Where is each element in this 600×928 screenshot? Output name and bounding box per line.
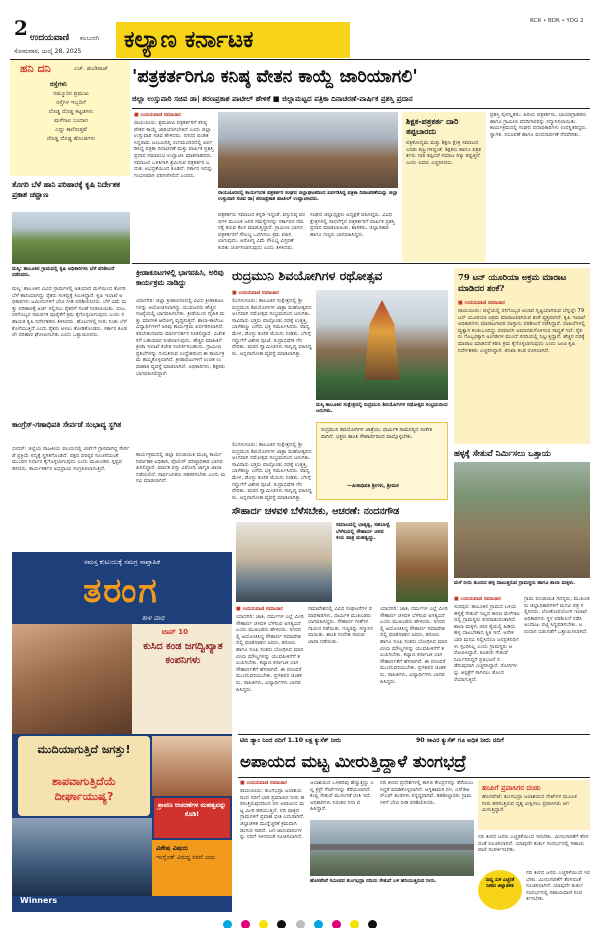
bridge-body-2: ಗ್ರಾಮ ಪಂಚಾಯಿತಿ ಸದಸ್ಯರು, ಮುಖಂಡರು ಜಿಲ್ಲಾಧಿಕಾರಿಗಳಿಗೆ ಮನವಿ ಪತ್ರ ಸಲ್ಲಿಸಿದರು. ಲೋಕೋಪಯೋಗಿ ಇಲಾಖೆ ಅಧಿಕಾರಿಗಳು ಸ್ಥಳ ಪರಿಶೀಲನೆ ನಡೆಸಿ ಅಂದಾಜು ಪಟ್ಟಿ ಸಿದ್ಧಪಡಿಸಬೇಕು. ಅನುದಾನ ಬಿಡುಗಡೆಗೆ ಒತ್ತಾಯಿಸಲಾಗಿದೆ. — [524, 596, 590, 635]
ratha-quote-author: —ಪೀಠಾಧಿಪತಿ ಶ್ರೀಗಳು, ಶ್ರೀಮಠ — [347, 483, 399, 489]
reg-mark-black — [277, 920, 286, 928]
honi-line: ನಮ್ಮೂರಿನ ಪ್ರಮುಖ — [53, 91, 89, 97]
tarang-crowd-photo — [12, 818, 152, 896]
souharda-pullquote: ಸಮಾಜದಲ್ಲಿ ಭಾತೃತ್ವ, ಸಹಬಾಳ್ವೆ ಬೆಳೆಸುವಲ್ಲಿ ಸೌಹಾರ್ದ ಚಳವಳಿಯ ಪಾತ್ರ ಮಹತ್ವದ್ದು. — [336, 522, 390, 542]
souharda-body-2: ಸಮಾವೇಶದಲ್ಲಿ ವಿವಿಧ ಸಂಘಟನೆಗಳ ಪದಾಧಿಕಾರಿಗಳು, ಧಾರ್ಮಿಕ ಮುಖಂಡರು ಭಾಗವಹಿಸಿದ್ದರು. ಸೌಹಾರ್ದ ಗೀತೆಗಳ ಗಾಯನ ನಡೆಯಿತು. ಗಣ್ಯರನ್ನು ಸನ್ಮಾನಿಸಲಾಯಿತು. ಶಾಂತಿ ಸಂದೇಶ ಸಾರುವ ಜಾಥಾ ನಡೆಯಿತು. — [308, 606, 374, 645]
honi-line: ದೊಡ್ಡ ದೊಡ್ಡ ಹೊಂಡಗಳು — [46, 136, 96, 142]
edition-label: ಕಲಬುರಗಿ — [80, 35, 100, 42]
lead-sidebar-head: ಶಿಕ್ಷಕ-ಪತ್ರಕರ್ತ ದಾರಿ ತಪ್ಪಬಾರದು — [406, 116, 459, 136]
tunga-top-rule — [238, 734, 590, 735]
tarang-footer — [152, 840, 232, 896]
tunga-photo-caption: ಹೊಸಪೇಟೆ ಸಮೀಪದ ತುಂಗಭದ್ರಾ ನದಿಯ ಸೇತುವೆ ಬಳಿ ಹರಿಯುತ್ತಿರುವ ನೀರು. — [310, 878, 437, 884]
congress-headline: ಕಾಂಗ್ರೆಸ್-ಗಣಾಧಿಪತಿ ಸೇರ್ಪಡೆ ಸಂಭಾವ್ಯ ಸ್ಥಗಿತ — [12, 420, 122, 429]
ratha-body: ಲಿಂಗಸುಗೂರು: ತಾಲೂಕಿನ ಸುಕ್ಷೇತ್ರದಲ್ಲಿ ಶ್ರೀ ರುದ್ರಮುನಿ ಶಿವಯೋಗಿಗಳ ಜಾತ್ರಾ ಮಹೋತ್ಸವದ ಅಂಗವಾಗಿ ರಥೋತ್ಸವ ಸಂಭ್ರಮದಿಂದ ಜರುಗಿತು. ಸಾವಿರಾರು ಭಕ್ತರು ಪಾಲ್ಗೊಂಡು ರಥಕ್ಕೆ ಉತ್ತತ್ತಿ, ಬಾಳೆಹಣ್ಣು ಎಸೆದು ಭಕ್ತಿ ಸಮರ್ಪಿಸಿದರು. ವಾದ್ಯಮೇಳ, ಡೊಳ್ಳು ಕುಣಿತ ಮೆರುಗು ನೀಡಿತು. ಬೆಳಗ್ಗೆ ಗದ್ದುಗೆಗೆ ವಿಶೇಷ ಪೂಜೆ, ರುದ್ರಾಭಿಷೇಕ ನೆರವೇರಿತು. ಮಠದ ಸ್ವಾಮೀಜಿಗಳು ಸಾನ್ನಿಧ್ಯ ವಹಿಸಿದ್ದರು. ಅನ್ನದಾಸೋಹ ವ್ಯವಸ್ಥೆ ಮಾಡಲಾಗಿತ್ತು. — [232, 298, 312, 357]
souharda-body-3: ಯಾದಗಿರಿ: ಜಾತಿ, ಧರ್ಮಗಳ ಎಲ್ಲೆ ಮೀರಿ ಸೌಹಾರ್ದ ಚಳವಳಿ ಬೆಳೆಸುವ ಅಗತ್ಯವಿದೆ ಎಂದು ಮುಖಂಡರು ಹೇಳಿದರು. ನಗರದಲ್ಲಿ ಆಯೋಜಿಸಿದ್ದ ಸೌಹಾರ್ದ ಸಮಾವೇಶದಲ್ಲಿ ಮಾತನಾಡಿದ ಅವರು, ಶರಣರು ಹಾಗೂ ಸೂಫಿ ಸಂತರು ಬೋಧಿಸಿದ ಮಾನವೀಯ ಮೌಲ್ಯಗಳನ್ನು ಯುವಪೀಳಿಗೆಗೆ ತಲುಪಿಸಬೇಕು. ಕಲ್ಯಾಣ ಕರ್ನಾಟಕ ಭಾಗ ಸೌಹಾರ್ದತೆಗೆ ಹೆಸರಾಗಿದೆ. ಈ ಪರಂಪರೆ ಮುಂದುವರಿಯಬೇಕು. ಪ್ರಗತಿಪರ ಚಿಂತಕರು, ಸಾಹಿತಿಗಳು, ವಿದ್ಯಾರ್ಥಿಗಳು ಭಾಗವಹಿಸಿದ್ದರು. — [380, 606, 448, 685]
ratha-headline: ರುದ್ರಮುನಿ ಶಿವಯೋಗಿಗಳ ರಥೋತ್ಸವ — [232, 268, 383, 283]
bridge-byline: ■ ಉದಯವಾಣಿ ಸಮಾಚಾರ — [454, 596, 501, 602]
tarang-banner-1: ಮುದಿಯಾಗುತ್ತಿದೆ ಜಗತ್ತು! — [37, 743, 131, 756]
tarang-list-title: ಕುಸಿದ ಕಂಡ ಜಗದ್ವಿಖ್ಯಾತ ಕಂಪನಿಗಳು — [143, 641, 223, 666]
honi-dani-box — [10, 60, 130, 176]
tunga-body-4: ನದಿ ತೀರದ ಜನರು ಎಚ್ಚರಿಕೆಯಿಂದ ಇರಬೇಕು. ಮೀನುಗಾರಿಕೆಗೆ ತೆರಳದಂತೆ ಸೂಚಿಸಲಾಗಿದೆ. ಯಾವುದೇ ತುರ್ತು ಸಂದರ್ಭದಲ್ಲಿ ಸಹಾಯವಾಣಿ ಸಂಪರ್ಕಿಸಬೇಕು. — [478, 834, 589, 854]
tunga-yellow-tag — [478, 870, 522, 910]
print-registration-marks — [0, 914, 600, 926]
tunga-headline: ಅಪಾಯದ ಮಟ್ಟ ಮೀರುತ್ತಿದ್ದಾಳೆ ತುಂಗಭದ್ರೆ — [240, 752, 467, 771]
sports-body-2: ಕಾರ್ಯಕ್ರಮದಲ್ಲಿ ಜಿಲ್ಲಾ ಪಂಚಾಯಿತಿ ಮುಖ್ಯ ಕಾರ್ಯನಿರ್ವಾಹಕ ಅಧಿಕಾರಿ, ಪೊಲೀಸ್ ವರಿಷ್ಠಾಧಿಕಾರಿ ಭಾಗವಹಿಸಲಿದ್ದಾರೆ. ಮಾದಕ ವಸ್ತು ವಿರೋಧಿ ಜಾಗೃತಿ ಜಾಥಾ ನಡೆಯಲಿದೆ. ಸಾರ್ವಜನಿಕರು ಸಹಕರಿಸಬೇಕು ಎಂದು ಮನವಿ ಮಾಡಲಾಗಿದೆ. — [136, 452, 226, 546]
souharda-byline: ■ ಉದಯವಾಣಿ ಸಮಾಚಾರ — [236, 606, 283, 612]
urea-box — [454, 268, 590, 444]
page-header — [0, 0, 600, 60]
honi-logo: ಹನಿ ದನಿ — [20, 62, 51, 75]
ratha-chariot-shape — [360, 300, 404, 380]
souharda-headline: ಸೌಹಾರ್ದ ಚಳವಳಿ ಬೆಳೆಸಬೇಕು, ಆಚರಣೆ: ನಂದನಗೌಡ — [232, 506, 400, 517]
tunga-body-2: ಜಲಾಶಯದ ಒಳಹರಿವು ಹೆಚ್ಚುತ್ತಿದ್ದು ಎಲ್ಲ ಕ್ರಸ್ಟ್ ಗೇಟ್‌ಗಳನ್ನು ತೆರೆಯಲಾಗಿದೆ. ಕಂಪ್ಲಿ ಸೇತುವೆ ಮುಳುಗಡೆ ಭೀತಿ ಇದೆ. ಅಧಿಕಾರಿಗಳು ನಿರಂತರ ನಿಗಾ ವಹಿಸಿದ್ದಾರೆ. — [310, 780, 374, 813]
ratha-photo — [316, 290, 448, 400]
tunga-kicker-2: 90 ಸಾವಿರ ಕ್ಯುಸೆಕ್ ಗೂ ಅಧಿಕ ನೀರು ನದಿಗೆ — [416, 737, 504, 744]
tunga-body-5: ನದಿ ತೀರದ ಜನರು ಎಚ್ಚರಿಕೆಯಿಂದ ಇರಬೇಕು. ಮೀನುಗಾರಿಕೆಗೆ ತೆರಳದಂತೆ ಸೂಚಿಸಲಾಗಿದೆ. ಯಾವುದೇ ತುರ್ತು ಸಂದರ್ಭದಲ್ಲಿ ಸಹಾಯವಾಣಿ ಸಂಪರ್ಕಿಸಬೇಕು. — [526, 870, 590, 903]
tarang-badge: ಟಾಪ್ 10 — [162, 628, 188, 636]
honi-poem-title: ರಸ್ತೆಗಳು — [50, 80, 67, 88]
section-title: ಕಲ್ಯಾಣ ಕರ್ನಾಟಕ — [124, 27, 254, 53]
tunga-photo — [310, 820, 474, 876]
honi-poem — [18, 90, 124, 144]
lead-subhead-rule — [132, 108, 590, 109]
tunga-box-head: ಹಂಪಿಗೆ ಪ್ರವಾಸಿಗರ ದಂಡು — [482, 783, 541, 792]
lead-byline: ■ ಉದಯವಾಣಿ ಸಮಾಚಾರ — [134, 112, 181, 118]
reg-mark-magenta — [241, 920, 250, 928]
lead-headline: 'ಪತ್ರಕರ್ತರಿಗೂ ಕನಿಷ್ಠ ವೇತನ ಕಾಯ್ದೆ ಜಾರಿಯಾಗಲಿ' — [132, 67, 418, 87]
tunga-yellow-tag-text: ಸಾಧ್ಯ ಸುಳಿ ಎಚ್ಚರಿಕೆ ನೀಡಿದ ಜಿಲ್ಲಾಡಳಿತ — [485, 878, 515, 889]
tarang-ad — [12, 552, 232, 912]
reg-mark-gray — [296, 920, 305, 928]
ratha-quote: ರುದ್ರಮುನಿ ಶಿವಯೋಗಿಗಳ ಜಾತ್ರೆಯು ಧಾರ್ಮಿಕ ಸಾಮರಸ್ಯದ ಸಂಕೇತವಾಗಿದೆ. ಭಕ್ತರು ಶಾಂತಿ ಸೌಹಾರ್ದದಿಂದ ಪಾಲ್ಗೊಳ್ಳಬೇಕು. — [321, 427, 433, 440]
tunga-box-body: ಹೊಸಪೇಟೆ: ತುಂಗಭದ್ರಾ ಜಲಾಶಯದ ಗೇಟ್‌ಗಳ ಮೂಲಕ ನೀರು ಹರಿಸುತ್ತಿರುವ ದೃಶ್ಯ ವೀಕ್ಷಿಸಲು ಪ್ರವಾಸಿಗರು ಆಗಮಿಸುತ್ತಿದ್ದಾರೆ. — [482, 794, 577, 814]
tarang-elder-photo — [12, 624, 132, 734]
ratha-body-2: ಲಿಂಗಸುಗೂರು: ತಾಲೂಕಿನ ಸುಕ್ಷೇತ್ರದಲ್ಲಿ ಶ್ರೀ ರುದ್ರಮುನಿ ಶಿವಯೋಗಿಗಳ ಜಾತ್ರಾ ಮಹೋತ್ಸವದ ಅಂಗವಾಗಿ ರಥೋತ್ಸವ ಸಂಭ್ರಮದಿಂದ ಜರುಗಿತು. ಸಾವಿರಾರು ಭಕ್ತರು ಪಾಲ್ಗೊಂಡು ರಥಕ್ಕೆ ಉತ್ತತ್ತಿ, ಬಾಳೆಹಣ್ಣು ಎಸೆದು ಭಕ್ತಿ ಸಮರ್ಪಿಸಿದರು. ವಾದ್ಯಮೇಳ, ಡೊಳ್ಳು ಕುಣಿತ ಮೆರುಗು ನೀಡಿತು. ಬೆಳಗ್ಗೆ ಗದ್ದುಗೆಗೆ ವಿಶೇಷ ಪೂಜೆ, ರುದ್ರಾಭಿಷೇಕ ನೆರವೇರಿತು. ಮಠದ ಸ್ವಾಮೀಜಿಗಳು ಸಾನ್ನಿಧ್ಯ ವಹಿಸಿದ್ದರು. ಅನ್ನದಾಸೋಹ ವ್ಯವಸ್ಥೆ ಮಾಡಲಾಗಿತ್ತು. — [232, 442, 312, 501]
bridge-photo — [454, 462, 590, 578]
honi-line: ದೊಡ್ಡ ದೊಡ್ಡ ಕಟ್ಟಡಗಳು — [48, 109, 94, 115]
farmer-photo — [12, 212, 130, 264]
ratha-quote-box — [316, 422, 448, 500]
tunga-body-3: ನದಿ ತೀರದ ಪ್ರದೇಶಗಳಲ್ಲಿ ಕಾಳಜಿ ಕೇಂದ್ರಗಳನ್ನು ತೆರೆಯಲು ಸಿದ್ಧತೆ ಮಾಡಿಕೊಳ್ಳಲಾಗಿದೆ. ಅಗ್ನಿಶಾಮಕ ದಳ, ಎಸ್‌ಡಿಆರ್‌ಎಫ್ ತಂಡಗಳು ಸನ್ನದ್ಧವಾಗಿವೆ. ತಹಶೀಲ್ದಾರರು ಗ್ರಾಮಗಳಿಗೆ ಭೇಟಿ ನೀಡಿ ಪರಿಶೀಲಿಸಿದರು. — [380, 780, 474, 806]
sports-body: ಯಾದಗಿರಿ: ಜಿಲ್ಲಾ ಕ್ರೀಡಾಂಗಣದಲ್ಲಿ ವಿವಿಧ ಕ್ರೀಡಾಕೂಟಗಳನ್ನು ಆಯೋಜಿಸಲಾಗಿದ್ದು ಯುವಜನರು ಹೆಚ್ಚಿನ ಸಂಖ್ಯೆಯಲ್ಲಿ ಭಾಗವಹಿಸಬೇಕು. ಕ್ರೀಡೆಯಿಂದ ದೈಹಿಕ ಮತ್ತು ಮಾನಸಿಕ ಆರೋಗ್ಯ ವೃದ್ಧಿಸುತ್ತದೆ. ಶಾಲಾ-ಕಾಲೇಜು ವಿದ್ಯಾರ್ಥಿಗಳಿಗೆ ಅರಿವು ಕಾರ್ಯಕ್ರಮ ಏರ್ಪಡಿಸಲಾಗಿದೆ. ತರಬೇತುದಾರರು ಮಾರ್ಗದರ್ಶನ ನೀಡಲಿದ್ದಾರೆ. ವಿಜೇತರಿಗೆ ಬಹುಮಾನ ನೀಡಲಾಗುವುದು. ಹೆಚ್ಚಿನ ಮಾಹಿತಿಗೆ ಕ್ರೀಡಾ ಇಲಾಖೆ ಕಚೇರಿ ಸಂಪರ್ಕಿಸಬಹುದು. ಗ್ರಾಮೀಣ ಪ್ರತಿಭೆಗಳನ್ನು ಗುರುತಿಸುವ ಉದ್ದೇಶದಿಂದ ಈ ಕಾರ್ಯಕ್ರಮ ಹಮ್ಮಿಕೊಳ್ಳಲಾಗಿದೆ. ಕ್ರೀಡಾಪಟುಗಳಿಗೆ ಉಚಿತ ಉಪಾಹಾರ ವ್ಯವಸ್ಥೆ ಮಾಡಲಾಗಿದೆ. ಅಧಿಕಾರಿಗಳು, ಶಿಕ್ಷಕರು ಭಾಗವಹಿಸಲಿದ್ದಾರೆ. — [136, 298, 226, 377]
tarang-tagline: ಸಮಸ್ತ ಕುಟುಂಬಕ್ಕೆ ಸಮಗ್ರ ಸಾಪ್ತಾಹಿಕ — [84, 558, 160, 566]
souharda-body: ಯಾದಗಿರಿ: ಜಾತಿ, ಧರ್ಮಗಳ ಎಲ್ಲೆ ಮೀರಿ ಸೌಹಾರ್ದ ಚಳವಳಿ ಬೆಳೆಸುವ ಅಗತ್ಯವಿದೆ ಎಂದು ಮುಖಂಡರು ಹೇಳಿದರು. ನಗರದಲ್ಲಿ ಆಯೋಜಿಸಿದ್ದ ಸೌಹಾರ್ದ ಸಮಾವೇಶದಲ್ಲಿ ಮಾತನಾಡಿದ ಅವರು, ಶರಣರು ಹಾಗೂ ಸೂಫಿ ಸಂತರು ಬೋಧಿಸಿದ ಮಾನವೀಯ ಮೌಲ್ಯಗಳನ್ನು ಯುವಪೀಳಿಗೆಗೆ ತಲುಪಿಸಬೇಕು. ಕಲ್ಯಾಣ ಕರ್ನಾಟಕ ಭಾಗ ಸೌಹಾರ್ದತೆಗೆ ಹೆಸರಾಗಿದೆ. ಈ ಪರಂಪರೆ ಮುಂದುವರಿಯಬೇಕು. ಪ್ರಗತಿಪರ ಚಿಂತಕರು, ಸಾಹಿತಿಗಳು, ವಿದ್ಯಾರ್ಥಿಗಳು ಭಾಗವಹಿಸಿದ್ದರು. — [236, 614, 304, 693]
tarang-footer-title: ವಿಶೇಷ ವಿಷಯ — [156, 844, 189, 852]
page-number: 2 — [14, 16, 28, 40]
tarang-top-list — [132, 624, 232, 734]
reg-mark-yellow — [259, 920, 268, 928]
tarang-banner — [18, 736, 150, 816]
ratha-byline: ■ ಉದಯವಾಣಿ ಸಮಾಚಾರ — [232, 290, 279, 296]
reg-mark-cyan — [314, 920, 323, 928]
honi-line: ಎದ್ದು ಕಾಣಿಸುತ್ತವೆ — [55, 127, 87, 133]
souharda-photo — [236, 522, 332, 602]
reg-mark-black — [368, 920, 377, 928]
bridge-headline: ಹಳ್ಳಕ್ಕೆ ಸೇತುವೆ ನಿರ್ಮಿಸಲು ಒತ್ತಾಯ — [454, 448, 551, 458]
urea-byline: ■ ಉದಯವಾಣಿ ಸಮಾಚಾರ — [458, 300, 505, 306]
lead-sidebar — [402, 112, 486, 262]
bridge-photo-caption: ಮಳೆ ನೀರು ತುಂಬಿದ ಹಳ್ಳ ದಾಟುತ್ತಿರುವ ಗ್ರಾಮಸ್ಥರು ಹಾಗೂ ಶಾಲಾ ಮಕ್ಕಳು. — [454, 580, 576, 586]
tarang-woman-photo — [152, 736, 232, 796]
tarang-banner-2: ಶಾಪವಾಗುತ್ತಿದೆಯೆ ದೀರ್ಘಾಯುಷ್ಯ? — [52, 775, 116, 803]
farmer-photo-caption: ಮಸ್ಕಿ: ತಾಲೂಕಿನ ಗ್ರಾಮದಲ್ಲಿ ಕೃಷಿ ಅಧಿಕಾರಿಗಳು ಬೆಳೆ ಪರಿಶೀಲನೆ ನಡೆಸಿದರು. — [12, 266, 115, 278]
tunga-head-rule — [238, 777, 590, 778]
honi-line: ಮಳೆಗಾಲ ಬಂದಾಗ — [54, 118, 88, 124]
reg-mark-yellow — [350, 920, 359, 928]
reg-mark-cyan — [223, 920, 232, 928]
print-code: RCR • BDR • YDG 2 — [530, 18, 584, 24]
bridge-body: ಸುರಪುರ: ತಾಲೂಕಿನ ಗ್ರಾಮದ ಬಳಿಯ ಹಳ್ಳಕ್ಕೆ ಸೇತುವೆ ಇಲ್ಲದ ಕಾರಣ ಮಳೆಗಾಲದಲ್ಲಿ ಗ್ರಾಮಸ್ಥರು ಪರದಾಡುವಂತಾಗಿದೆ. ಶಾಲಾ ಮಕ್ಕಳು ಜೀವ ಕೈಯಲ್ಲಿ ಹಿಡಿದು ಹಳ್ಳ ದಾಟಬೇಕಾದ ಸ್ಥಿತಿ ಇದೆ. ಅನೇಕ ಬಾರಿ ಮನವಿ ಸಲ್ಲಿಸಿದರೂ ಜನಪ್ರತಿನಿಧಿಗಳು ಸ್ಪಂದಿಸಿಲ್ಲ ಎಂದು ಗ್ರಾಮಸ್ಥರು ಆರೋಪಿಸಿದ್ದಾರೆ. ಕೂಡಲೇ ಸೇತುವೆ ನಿರ್ಮಿಸದಿದ್ದರೆ ಪ್ರತಿಭಟನೆ ನಡೆಸುವುದಾಗಿ ಎಚ್ಚರಿಸಿದ್ದಾರೆ. ರೋಗಿಗಳನ್ನು ಆಸ್ಪತ್ರೆಗೆ ಸಾಗಿಸಲು ತೊಂದರೆಯಾಗುತ್ತಿದೆ. — [454, 604, 520, 683]
tarang-logo: ತರಂಗ — [83, 571, 159, 611]
congress-body: ಬೀದರ್: ಜಿಲ್ಲೆಯ ರಾಜಕೀಯ ವಲಯದಲ್ಲಿ ಚರ್ಚೆಗೆ ಗ್ರಾಸವಾಗಿದ್ದ ಸೇರ್ಪಡೆ ಪ್ರಕ್ರಿಯೆ ಸದ್ಯಕ್ಕೆ ಸ್ಥಗಿತಗೊಂಡಿದೆ. ಪಕ್ಷದ ವರಿಷ್ಠರ ಸೂಚನೆಯಂತೆ ಮುಂದಿನ ನಿರ್ಧಾರ ಕೈಗೊಳ್ಳಲಾಗುವುದು ಎಂದು ಮುಖಂಡರು ಸ್ಪಷ್ಟಪಡಿಸಿದರು. ಕಾರ್ಯಕರ್ತರ ಅಭಿಪ್ರಾಯ ಸಂಗ್ರಹಿಸಲಾಗುತ್ತಿದೆ. — [12, 446, 130, 472]
lead-photo-caption: ರಾಯಚೂರಿನಲ್ಲಿ ಕಾರ್ಯನಿರತ ಪತ್ರಕರ್ತರ ಸಂಘದ ಜಿಲ್ಲಾಘಟಕದಿಂದ ಏರ್ಪಡಿಸಿದ್ದ ಪತ್ರಿಕಾ ದಿನಾಚರಣೆಯನ್ನು ಜಿಲ್ಲಾ ಉಸ್ತುವಾರಿ ಸಚಿವ ಡಾ| ಶರಣಪ್ರಕಾಶ ಪಾಟೀಲ್ ಉದ್ಘಾಟಿಸಿದರು. — [218, 190, 398, 202]
farmer-headline: ತೊಗರಿ ಬೆಳೆ ಹಾನಿ ಪರಿಹಾರಕ್ಕೆ ಕೃಷಿ ನಿರ್ದೇಶಕ ಪ್ರಕಾಶ ಚವ್ಹಾಣ — [12, 180, 120, 199]
lead-subhead: ಜಿಲ್ಲಾ ಉಸ್ತುವಾರಿ ಸಚಿವ ಡಾ| ಶರಣಪ್ರಕಾಶ ಪಾಟೀಲ್ ಹೇಳಿಕೆ ■ ಜಿಲ್ಲಾಮಟ್ಟದ ಪತ್ರಿಕಾ ದಿನಾಚರಣೆ-ವಾರ್ಷಿಕ ಪ್ರಶಸ್ತಿ ಪ್ರದಾನ — [132, 94, 413, 103]
tarang-red-box — [154, 798, 230, 838]
tarang-red-box-text: ಶ್ರಾವಣ ಆಚರಣೆಗಳ ಮಹತ್ವವನ್ನು ಕೊಡಿ! — [157, 801, 227, 818]
tarang-footer-text: ಇಂಗ್ಲೆಂಡ್ ವಿರುದ್ಧ ಸರಣಿ ಜಯ — [156, 854, 216, 861]
honi-line: ರಸ್ತೆಗಳ ಇಬ್ಬದಿಗೆ — [56, 100, 86, 106]
tarang-winners: Winners — [20, 896, 58, 905]
lead-bottom-rule — [132, 263, 590, 264]
reg-mark-magenta — [332, 920, 341, 928]
masthead: ಉದಯವಾಣಿ — [30, 33, 70, 43]
lead-sidebar-text: ಪತ್ರಿಕೋದ್ಯಮ ಮತ್ತು ಶಿಕ್ಷಣ ಕ್ಷೇತ್ರ ಸಮಾಜದ ಎರಡು ಕಣ್ಣುಗಳಿದ್ದಂತೆ. ಶಿಕ್ಷಕರು ಹಾಗೂ ಪತ್ರಕರ್ತರು ದಾರಿ ತಪ್ಪಿದರೆ ಸಮಾಜ ದಿಕ್ಕು ತಪ್ಪುತ್ತದೆ ಎಂದು ಅವರು ಎಚ್ಚರಿಸಿದರು. — [406, 140, 481, 166]
lead-column-5: ಪ್ರಶಸ್ತಿ ಪುರಸ್ಕೃತರು: ಹಿರಿಯ ಪತ್ರಕರ್ತರು, ಛಾಯಾಗ್ರಾಹಕರು ಹಾಗೂ ಗ್ರಾಮೀಣ ವರದಿಗಾರರನ್ನು ಸನ್ಮಾನಿಸಲಾಯಿತು. ಕಾರ್ಯಕ್ರಮದಲ್ಲಿ ಸಂಘದ ಪದಾಧಿಕಾರಿಗಳು ಉಪಸ್ಥಿತರಿದ್ದರು. ಸ್ವಾಗತ, ನಿರೂಪಣೆ ಹಾಗೂ ವಂದನಾರ್ಪಣೆ ನೆರವೇರಿತು. — [490, 112, 588, 138]
tunga-bridge-shape — [310, 844, 474, 850]
tarang-sub: ಕಾಳ ವಾರ — [142, 614, 165, 622]
tunga-byline: ■ ಉದಯವಾಣಿ ಸಮಾಚಾರ — [240, 780, 287, 786]
honi-author: ಎಚ್. ಡುಂಡಿರಾಜ್ — [74, 66, 109, 72]
lead-column-2: ಪತ್ರಕರ್ತರು ಸಮಾಜದ ಕನ್ನಡಿ ಇದ್ದಂತೆ. ವಸ್ತುನಿಷ್ಠ ವರದಿಗಳ ಮೂಲಕ ಜನರ ಸಮಸ್ಯೆಗಳನ್ನು ಸರ್ಕಾರದ ಗಮನಕ್ಕೆ ತರುವ ಕೆಲಸ ಮಾಡುತ್ತಿದ್ದಾರೆ. ಗ್ರಾಮೀಣ ಭಾಗದ ಪತ್ರಕರ್ತರಿಗೆ ಸೌಲಭ್ಯ ಒದಗಿಸಲು ಕ್ರಮ ವಹಿಸಲಾಗುವುದು. ಆರೋಗ್ಯ ವಿಮೆ ಸೌಲಭ್ಯ ವಿಸ್ತರಣೆ ಕುರಿತು ಚರ್ಚಿಸಲಾಗುವುದು ಎಂದು ತಿಳಿಸಿದರು. — [218, 212, 306, 251]
souharda-photo-2 — [396, 522, 448, 602]
lead-photo — [218, 112, 398, 188]
ratha-photo-caption: ಮಸ್ಕಿ ತಾಲೂಕಿನ ಸುಕ್ಷೇತ್ರದಲ್ಲಿ ರುದ್ರಮುನಿ ಶಿವಯೋಗಿಗಳ ರಥೋತ್ಸವ ಸಂಭ್ರಮದಿಂದ ಜರುಗಿತು. — [316, 402, 448, 414]
sports-headline: ಕ್ರೀಡಾಕೂಟಗಳಲ್ಲಿ ಭಾಗವಹಿಸಿ, ಅರಿವು ಕಾರ್ಯಕ್ರಮ ನಾಡಿದ್ದು — [136, 268, 224, 287]
lead-column-1: ರಾಯಚೂರು: ಶ್ರಮಜೀವಿ ಪತ್ರಕರ್ತರಿಗೆ ಕನಿಷ್ಠ ವೇತನ ಕಾಯ್ದೆ ಜಾರಿಯಾಗಬೇಕಿದೆ ಎಂದು ಜಿಲ್ಲಾ ಉಸ್ತುವಾರಿ ಸಚಿವ ಹೇಳಿದರು. ನಗರದ ಪಂಡಿತ ಸಿದ್ದರಾಮ ಜಂಬಲದಿನ್ನಿ ರಂಗಮಂದಿರದಲ್ಲಿ ಏರ್ಪಡಿಸಿದ್ದ ಪತ್ರಿಕಾ ದಿನಾಚರಣೆ ಮತ್ತು ವಾರ್ಷಿಕ ಪ್ರಶಸ್ತಿ ಪ್ರದಾನ ಸಮಾರಂಭ ಉದ್ಘಾಟಿಸಿ ಮಾತನಾಡಿದರು. ಸಮಾಜದ ಒಳಿತಿಗಾಗಿ ಶ್ರಮಿಸುವ ಪತ್ರಕರ್ತರ ಬದುಕು ಅಭದ್ರತೆಯಿಂದ ಕೂಡಿದೆ. ಸರ್ಕಾರ ಇದನ್ನು ಗಂಭೀರವಾಗಿ ಪರಿಗಣಿಸಲಿದೆ ಎಂದರು. — [134, 120, 214, 179]
tunga-body: ರಾಯಚೂರು: ತುಂಗಭದ್ರಾ ಜಲಾಶಯದಿಂದ ನದಿಗೆ ಭಾರಿ ಪ್ರಮಾಣದ ನೀರು ಹರಿಸುತ್ತಿರುವುದರಿಂದ ನದಿ ಅಪಾಯದ ಮಟ್ಟ ಮೀರಿ ಹರಿಯುತ್ತಿದೆ. ನದಿ ಪಾತ್ರದ ಗ್ರಾಮಗಳಿಗೆ ಪ್ರವಾಹ ಭೀತಿ ಎದುರಾಗಿದೆ. ಜಿಲ್ಲಾಡಳಿತ ಮುನ್ನೆಚ್ಚರಿಕೆ ಕ್ರಮವಾಗಿ ಡಂಗುರ ಸಾರಿದೆ. ಜನ-ಜಾನುವಾರುಗಳನ್ನು ನದಿಗೆ ಇಳಿಸದಂತೆ ಸೂಚಿಸಲಾಗಿದೆ. — [240, 788, 305, 841]
tunga-box — [478, 780, 590, 830]
urea-headline: 79 ಟನ್ ಯೂರಿಯಾ ಅಕ್ರಮ ಮಾರಾಟ ಮಾಡಿದರ ಶಂಕೆ? — [458, 272, 567, 293]
farmer-body: ಮಸ್ಕಿ: ತಾಲೂಕಿನ ವಿವಿಧ ಗ್ರಾಮಗಳಲ್ಲಿ ಅತಿಯಾದ ಮಳೆಯಿಂದ ತೊಗರಿ ಬೆಳೆ ಹಾನಿಯಾಗಿದ್ದು ರೈತರು ಸಂಕಷ್ಟಕ್ಕೆ ಸಿಲುಕಿದ್ದಾರೆ. ಕೃಷಿ ಇಲಾಖೆ ಅಧಿಕಾರಿಗಳು ಜಮೀನುಗಳಿಗೆ ಭೇಟಿ ನೀಡಿ ಪರಿಶೀಲಿಸಿದರು. ಬೆಳೆ ವಿಮೆ ಮತ್ತು ಪರಿಹಾರಕ್ಕೆ ಅರ್ಜಿ ಸಲ್ಲಿಸಲು ರೈತರಿಗೆ ಸಲಹೆ ನೀಡಲಾಯಿತು. ಬೀಜ, ರಸಗೊಬ್ಬರ ಸಮರ್ಪಕ ಪೂರೈಕೆಗೆ ಕ್ರಮ ಕೈಗೊಳ್ಳಲಾಗುವುದು ಎಂದು ಸಹಾಯಕ ಕೃಷಿ ನಿರ್ದೇಶಕರು ತಿಳಿಸಿದರು. ಹೊಲಗಳಲ್ಲಿ ನೀರು ನಿಂತು ಬೆಳೆ ಕೊಳೆಯುತ್ತಿದೆ ಎಂದು ರೈತರು ಅಳಲು ತೋಡಿಕೊಂಡರು. ಸರ್ಕಾರ ಕೂಡಲೇ ಪರಿಹಾರ ಘೋಷಿಸಬೇಕು ಎಂದು ಒತ್ತಾಯಿಸಿದರು. — [12, 286, 127, 339]
urea-body: ರಾಯಚೂರು: ಜಿಲ್ಲೆಯಲ್ಲಿ ರಸಗೊಬ್ಬರ ಅಭಾವ ಸೃಷ್ಟಿಯಾಗಿರುವ ಬೆನ್ನಲ್ಲೇ 79 ಟನ್ ಯೂರಿಯಾ ಅಕ್ರಮ ಮಾರಾಟವಾಗಿರುವ ಶಂಕೆ ವ್ಯಕ್ತವಾಗಿದೆ. ಕೃಷಿ ಇಲಾಖೆ ಅಧಿಕಾರಿಗಳು ಮಾರಾಟಗಾರರ ದಾಸ್ತಾನು ಪರಿಶೀಲನೆ ನಡೆಸಿದ್ದಾರೆ. ದಾಖಲೆಗಳಲ್ಲಿ ವ್ಯತ್ಯಾಸ ಕಂಡುಬಂದಿದ್ದು ಪರವಾನಗಿ ಅಮಾನತುಗೊಳಿಸುವ ಸಾಧ್ಯತೆ ಇದೆ. ರೈತರು ಗೊಬ್ಬರಕ್ಕಾಗಿ ಅಂಗಡಿಗಳ ಮುಂದೆ ಸರದಿಯಲ್ಲಿ ನಿಲ್ಲುತ್ತಿದ್ದಾರೆ. ಹೆಚ್ಚಿನ ದರಕ್ಕೆ ಮಾರಾಟ ಮಾಡಿದರೆ ಕಠಿಣ ಕ್ರಮ ಕೈಗೊಳ್ಳಲಾಗುವುದು ಎಂದು ಜಂಟಿ ಕೃಷಿ ನಿರ್ದೇಶಕರು ಎಚ್ಚರಿಸಿದ್ದಾರೆ. ತನಿಖಾ ತಂಡ ರಚಿಸಲಾಗಿದೆ. — [458, 308, 586, 354]
tunga-kicker-1: ಟಿಬಿ ಡ್ಯಾಂ ನಿಂದ ನದಿಗೆ 1.10 ಲಕ್ಷ ಕ್ಯುಸೆಕ್ ನೀರು — [240, 737, 342, 744]
lead-column-3: ಸಂಘದ ಜಿಲ್ಲಾಧ್ಯಕ್ಷರು ಅಧ್ಯಕ್ಷತೆ ವಹಿಸಿದ್ದರು. ವಿವಿಧ ಕ್ಷೇತ್ರಗಳಲ್ಲಿ ಸಾಧನೆಗೈದ ಪತ್ರಕರ್ತರಿಗೆ ವಾರ್ಷಿಕ ಪ್ರಶಸ್ತಿ ಪ್ರದಾನ ಮಾಡಲಾಯಿತು. ಶಾಸಕರು, ಜಿಲ್ಲಾಧಿಕಾರಿ ಹಾಗೂ ಗಣ್ಯರು ಭಾಗವಹಿಸಿದ್ದರು. — [310, 212, 395, 238]
issue-date: ಸೋಮವಾರ, ಜುಲೈ 28, 2025 — [14, 48, 82, 55]
